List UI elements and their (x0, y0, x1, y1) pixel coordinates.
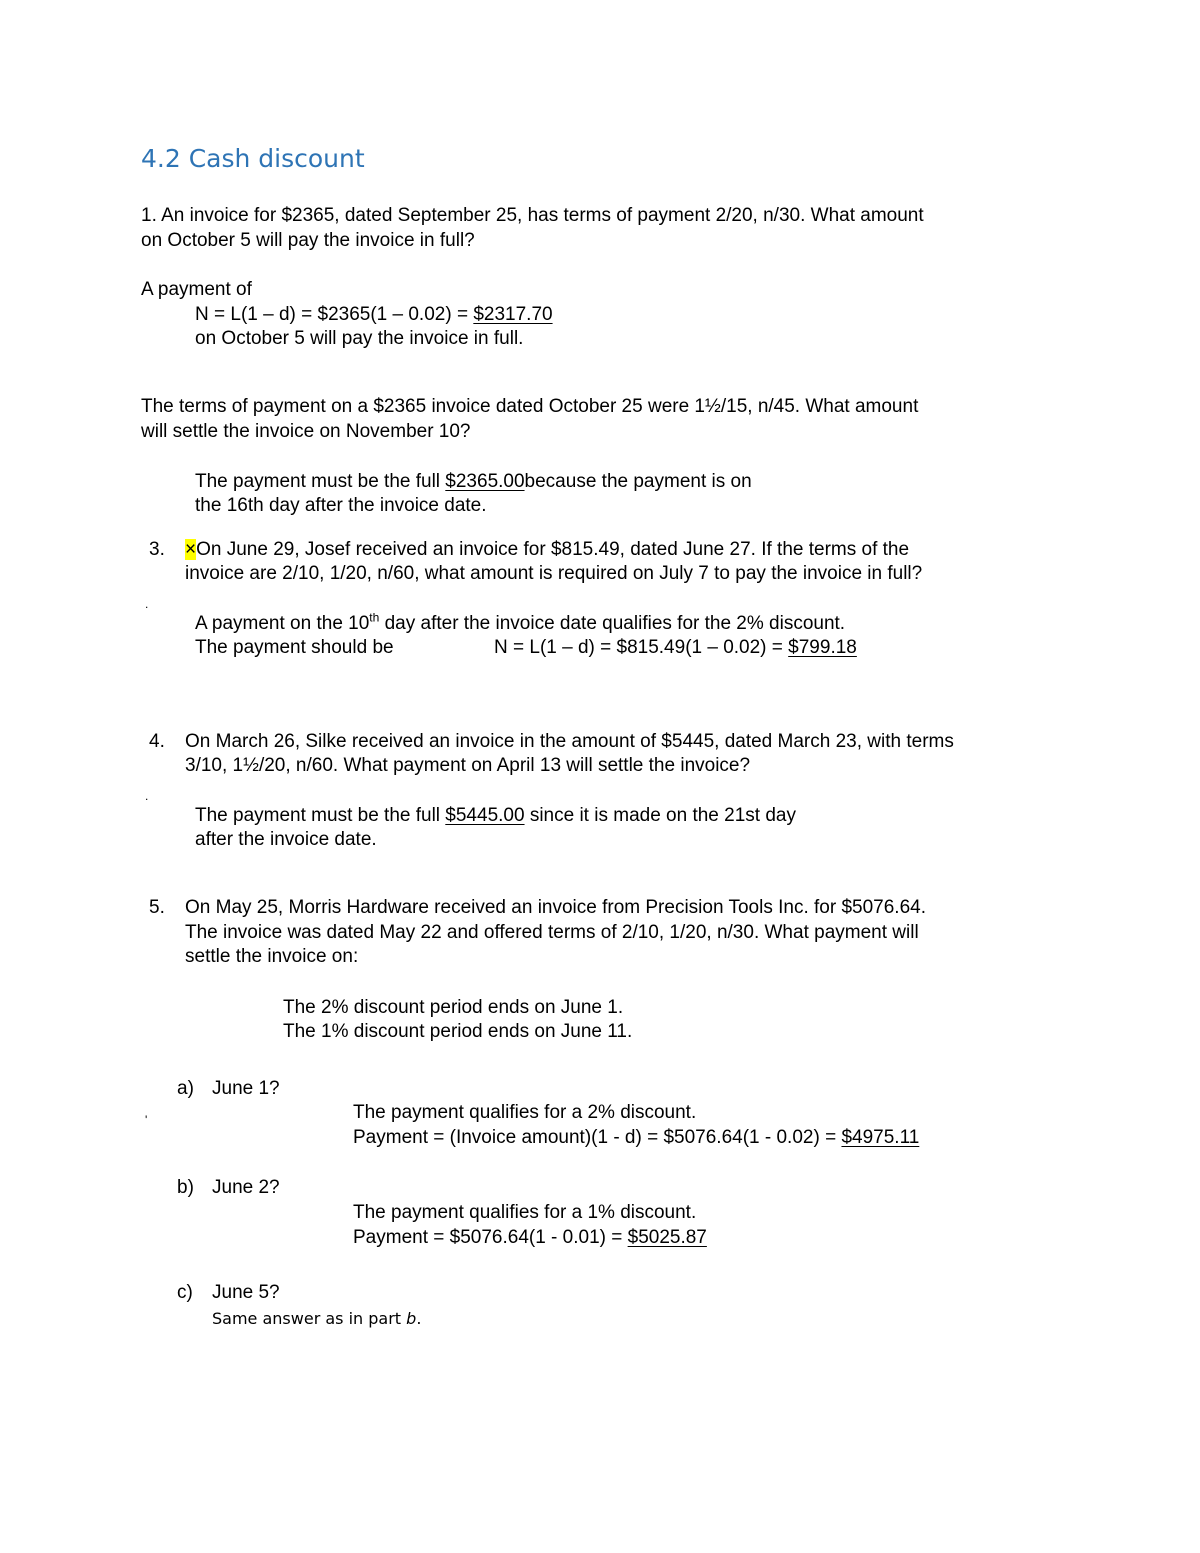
question-2-text-line-2: will settle the invoice on November 10? (141, 421, 471, 442)
question-1-formula-prefix: N = L(1 – d) = $2365(1 – 0.02) = (195, 304, 474, 325)
question-3-answer-a: A payment on the 10 (195, 613, 370, 634)
page-title: 4.2 Cash discount (141, 144, 365, 173)
paragraph-mark: . (145, 597, 149, 611)
question-3-formula-result: $799.18 (788, 637, 857, 658)
question-1-answer-intro: A payment of (141, 279, 252, 300)
question-5-text-line-3: settle the invoice on: (185, 946, 359, 967)
part-c-label: c) (177, 1282, 193, 1303)
question-4-answer-amount: $5445.00 (445, 805, 525, 826)
paragraph-mark: . (145, 789, 149, 803)
part-b-answer-prefix: Payment = $5076.64(1 - 0.01) = (353, 1227, 628, 1248)
question-3-answer-formula (494, 636, 857, 660)
question-3-answer-line-1 (195, 612, 845, 636)
question-1-text-line-1: 1. An invoice for $2365, dated September 25, has terms of payment 2/20, n/30. What amount (141, 205, 924, 226)
question-4-answer-suffix: since it is made on the 21st day (524, 805, 796, 826)
part-c-answer-end: . (416, 1309, 422, 1328)
question-1-formula (195, 303, 553, 327)
question-5-text-line-1: On May 25, Morris Hardware received an invoice from Precision Tools Inc. for $5076.64. (185, 897, 926, 918)
part-a-label: a) (177, 1078, 194, 1099)
question-3-answer-sup: th (369, 610, 380, 625)
part-b-answer-line-2 (353, 1226, 707, 1250)
question-4-number: 4. (149, 731, 165, 752)
question-1-formula-result: $2317.70 (473, 304, 553, 325)
question-5-number: 5. (149, 897, 165, 918)
question-2-answer-amount: $2365.00 (445, 471, 525, 492)
question-2-text-line-1: The terms of payment on a $2365 invoice dated October 25 were 1½/15, n/45. What amount (141, 396, 919, 417)
question-5-note-1: The 2% discount period ends on June 1. (283, 997, 624, 1018)
question-3-highlight-mark: × (185, 539, 197, 560)
question-3-answer-b: day after the invoice date qualifies for the 2% discount. (379, 613, 846, 634)
part-c-question: June 5? (212, 1282, 280, 1303)
question-5-text-line-2: The invoice was dated May 22 and offered terms of 2/10, 1/20, n/30. What payment will (185, 922, 919, 943)
part-b-label: b) (177, 1177, 194, 1198)
question-2-answer-prefix: The payment must be the full (195, 471, 446, 492)
part-a-answer-line-1: The payment qualifies for a 2% discount. (353, 1102, 697, 1123)
paragraph-mark: ' (145, 1113, 148, 1127)
question-3-text-line-1 (185, 538, 909, 562)
question-4-answer-line-2: after the invoice date. (195, 829, 377, 850)
question-4-text-line-1: On March 26, Silke received an invoice in the amount of $5445, dated March 23, with terms (185, 731, 954, 752)
question-4-answer-prefix: The payment must be the full (195, 805, 446, 826)
question-2-answer-line-2: the 16th day after the invoice date. (195, 495, 487, 516)
part-b-question: June 2? (212, 1177, 280, 1198)
question-2-answer-line-1 (195, 470, 752, 494)
question-4-answer-line-1 (195, 804, 796, 828)
question-1-text-line-2: on October 5 will pay the invoice in full? (141, 230, 475, 251)
part-c-answer-part: b (406, 1309, 417, 1328)
question-3-text: On June 29, Josef received an invoice for $815.49, dated June 27. If the terms of the (196, 539, 910, 560)
question-3-answer-label: The payment should be (195, 637, 394, 658)
part-a-answer-line-2 (353, 1126, 919, 1150)
question-4-text-line-2: 3/10, 1½/20, n/60. What payment on April 13 will settle the invoice? (185, 755, 751, 776)
question-3-text-line-2: invoice are 2/10, 1/20, n/60, what amount is required on July 7 to pay the invoice in full? (185, 563, 923, 584)
part-a-answer-result: $4975.11 (841, 1127, 920, 1148)
part-a-answer-prefix: Payment = (Invoice amount)(1 - d) = $5076.64(1 - 0.02) = (353, 1127, 842, 1148)
question-2-answer-suffix: because the payment is on (524, 471, 752, 492)
question-3-number: 3. (149, 539, 165, 560)
question-1-answer-end: on October 5 will pay the invoice in full. (195, 328, 524, 349)
part-b-answer-line-1: The payment qualifies for a 1% discount. (353, 1202, 697, 1223)
part-c-answer (212, 1307, 421, 1331)
part-c-answer-prefix: Same answer as in part (212, 1309, 407, 1328)
question-3-formula-prefix: N = L(1 – d) = $815.49(1 – 0.02) = (494, 637, 789, 658)
part-b-answer-result: $5025.87 (627, 1227, 707, 1248)
question-5-note-2: The 1% discount period ends on June 11. (283, 1021, 633, 1042)
part-a-question: June 1? (212, 1078, 280, 1099)
